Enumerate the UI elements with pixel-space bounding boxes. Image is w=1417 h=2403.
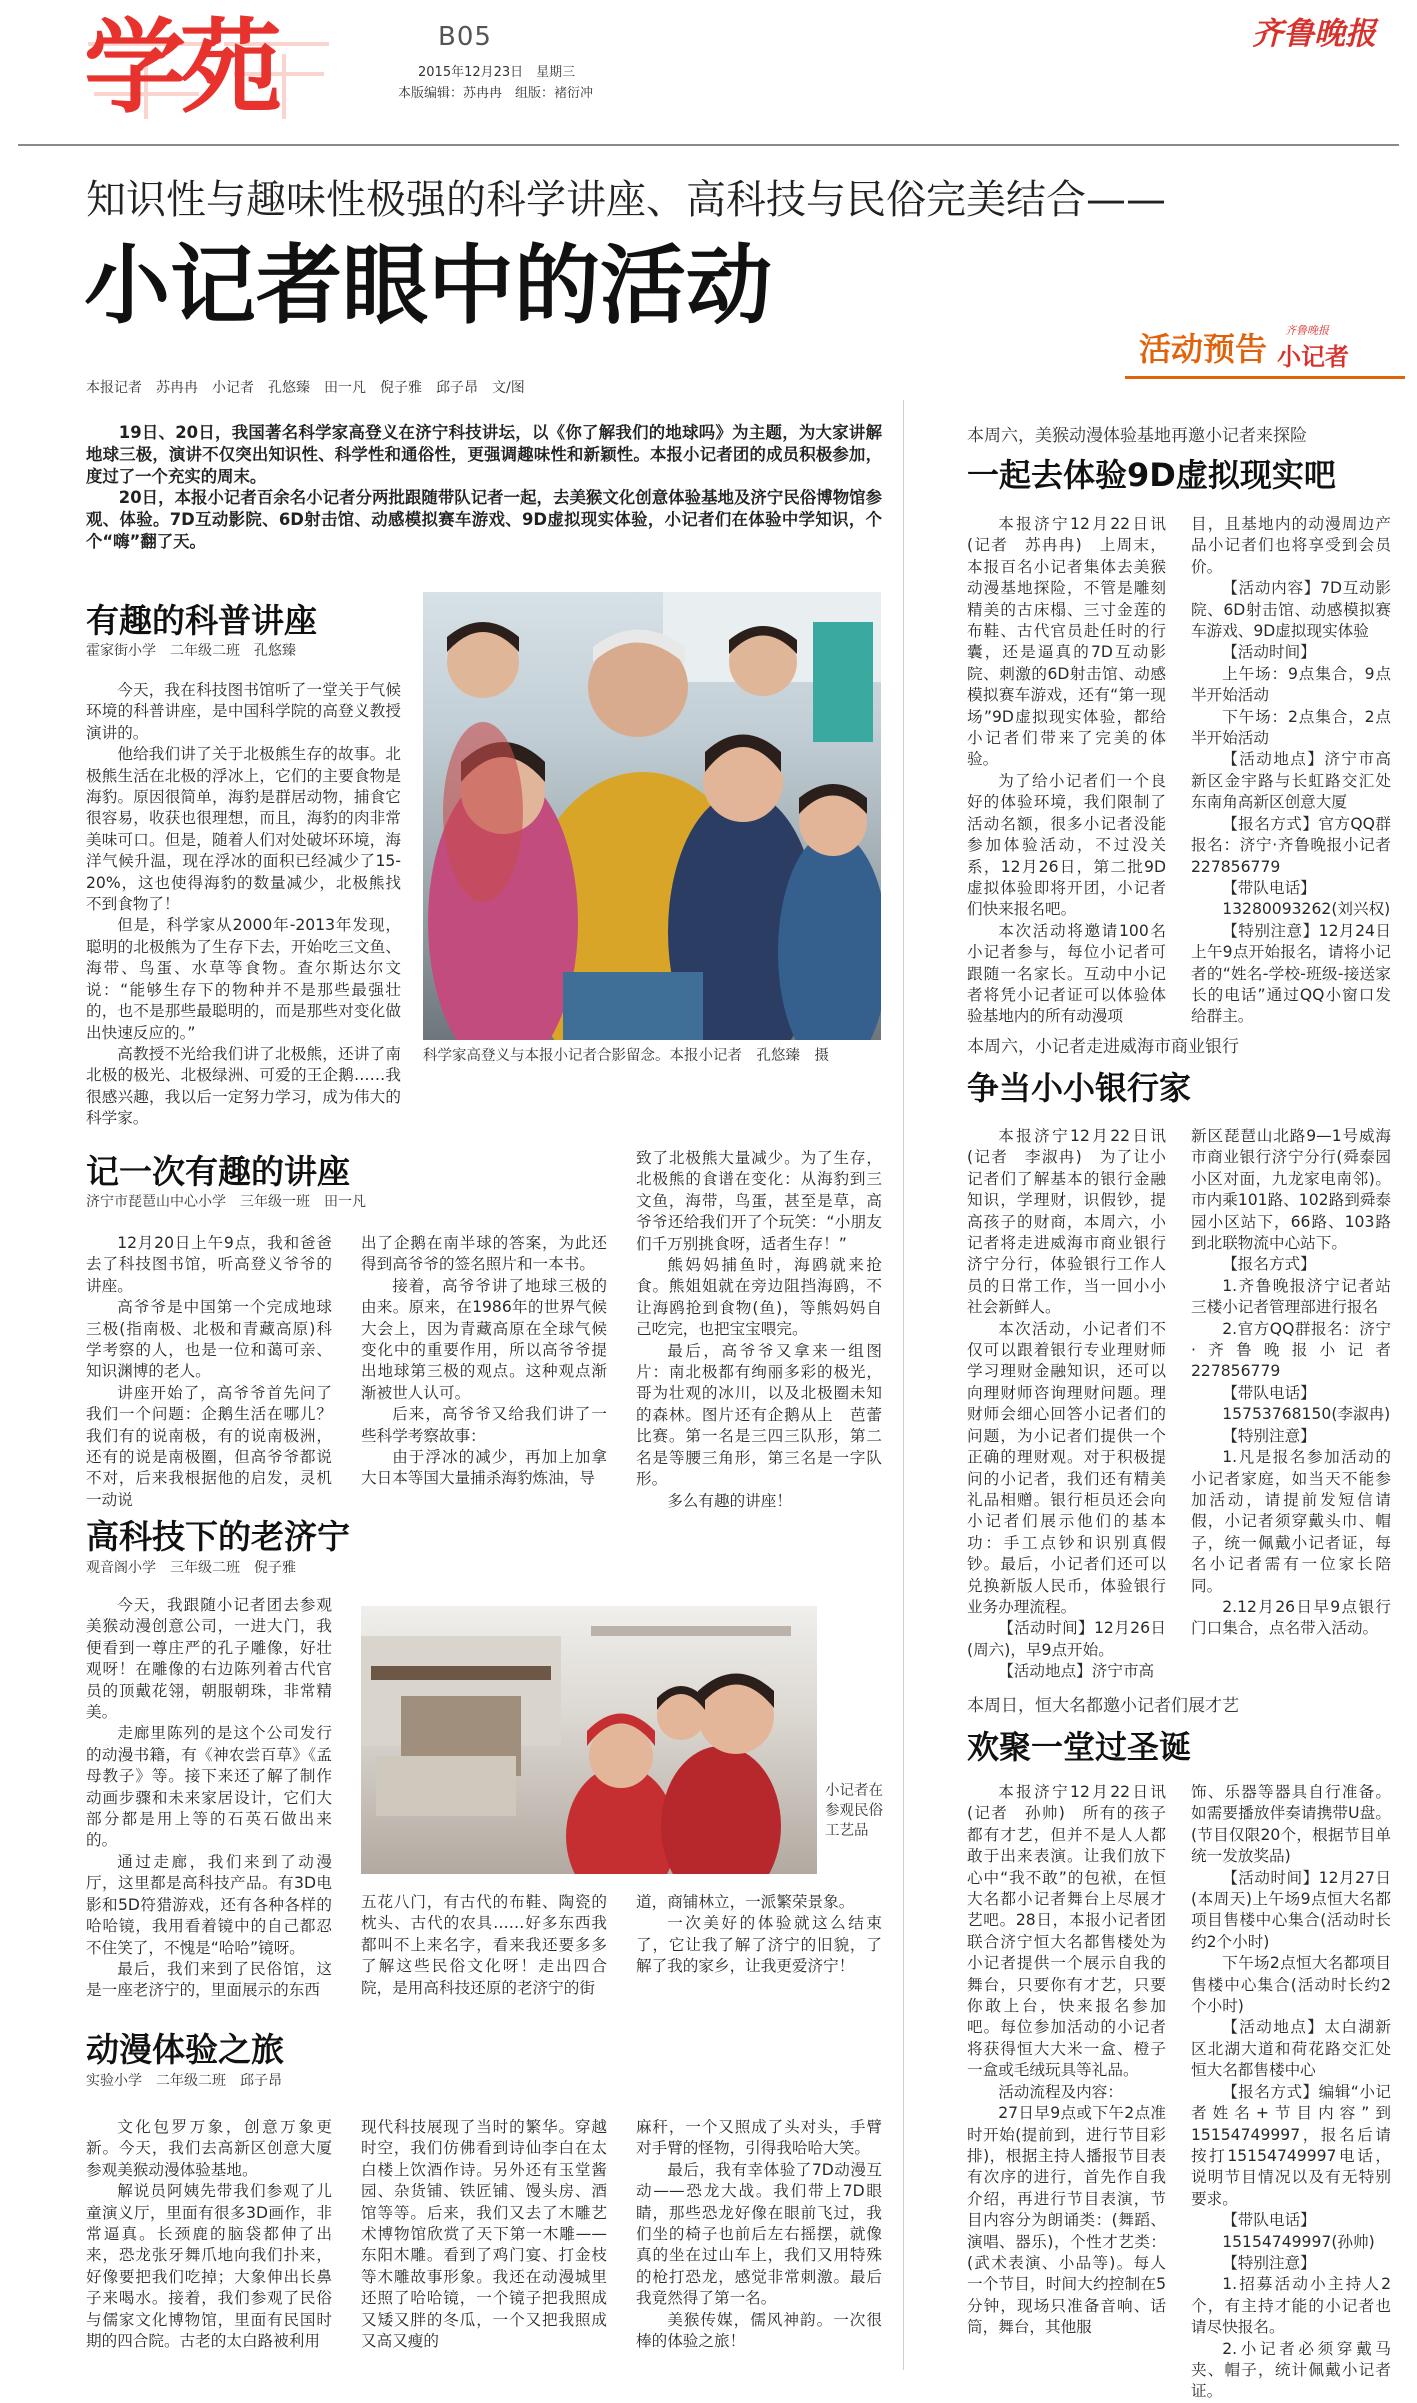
article-byline: 霍家街小学 二年级二班 孔悠臻 [86, 643, 296, 659]
paragraph: 1.凡是报名参加活动的小记者家庭，如当天不能参加活动，请提前发短信请假，小记者须穿戴头巾、帽子，统一佩戴小记者证，每名小记者需有一位家长陪同。 [1191, 1448, 1391, 1595]
paragraph: 最后，高爷爷又拿来一组图片：南北极都有绚丽多彩的极光，哥为壮观的冰川，以及北极圈未知的森林。图片还有企鹅从上 芭蕾比赛。第一名是三四三队形，第二名是等腰三角形，第三名是一字队形。 [636, 1341, 882, 1489]
paragraph: 美猴传媒，儒风神韵。一次很棒的体验之旅！ [636, 2310, 882, 2351]
notice-column [1191, 1126, 1391, 1640]
paragraph: 【活动时间】 [1222, 643, 1316, 662]
photo-folk-museum-visit [361, 1606, 817, 1874]
paragraph: 下午场：2点集合，2点半开始活动 [1191, 707, 1391, 748]
paragraph: 他给我们讲了关于北极熊生存的故事。北极熊生活在北极的浮冰上，它们的主要食物是海豹。原因很简单，海豹是群居动物，捕食它很容易，收获也很理想，而且，海豹的肉非常美味可口。但是，随着人们对处破坏环境，海洋气候升温，现在浮冰的面积已经减少了15-20%，这也使得海豹的数量减少，北极熊找不到食物了！ [86, 745, 401, 914]
paragraph: 道，商铺林立，一派繁荣景象。 [636, 1893, 855, 1911]
paragraph: 【带队电话】 [1222, 878, 1316, 897]
paragraph: 2.小记者必须穿戴马夹、帽子，统计佩戴小记者证。 [1191, 2339, 1391, 2401]
paragraph: 熊妈妈捕鱼时，海鸥就来抢食。熊姐姐就在旁边阻挡海鸥，不让海鸥抢到食物(鱼)，等熊妈妈自己吃完，也把宝宝喂完。 [636, 1256, 882, 1339]
paragraph: 今天，我跟随小记者团去参观美猴动漫创意公司，一进大门，我便看到一尊庄严的孔子雕像，好壮观呀！在雕像的右边陈列着古代官员的顶戴花翎，朝服朝珠，非常精美。 [86, 1596, 332, 1722]
lead-paragraph: 19日、20日，我国著名科学家高登义在济宁科技讲坛，以《你了解我们的地球吗》为主题，为大家讲解地球三极，演讲不仅突出知识性、科学性和通俗性，更强调趣味性和新颖性。本报小记者团的成员积极参加，度过了一个充实的周末。 [86, 423, 882, 486]
article-column [636, 1892, 882, 1978]
paragraph: 高爷爷是中国第一个完成地球三极(指南极、北极和青藏高原)科学考察的人，也是一位和蔼可亲、知识渊博的老人。 [86, 1298, 332, 1381]
page-number: B05 [438, 22, 492, 52]
paragraph: 多么有趣的讲座！ [667, 1491, 792, 1510]
paragraph: 本报济宁12月22日讯(记者 苏冉冉) 上周末，本报百名小记者集体去美猴动漫基地探险，不管是雕刻精美的古床榻、三寸金莲的布鞋、古代官员赴任时的行囊，还是逼真的7D互动影院、刺激的6D射击馆、动感模拟赛车游戏，还有“第一现场”9D虚拟现实体验，都给小记者们带来了完美的体验。 [967, 515, 1166, 769]
notice-kicker: 本周日，恒大名都邀小记者们展才艺 [967, 1696, 1239, 1716]
notice-column [1191, 514, 1391, 1028]
paragraph: 本报济宁12月22日讯(记者 李淑冉) 为了让小记者们了解基本的银行金融知识，学理财，识假钞，提高孩子的财商，本周六，小记者将走进威海市商业银行济宁分行，体验银行工作人员的日常工作，当一回小小社会新鲜人。 [967, 1127, 1166, 1317]
photo-figures [423, 592, 881, 1040]
paragraph: 新区琵琶山北路9—1号威海市商业银行济宁分行(舜泰园小区对面，九龙家电南邻)。市内乘101路、102路到舜泰园小区站下，66路、103路到北联物流中心站下。 [1191, 1127, 1391, 1253]
article-column [636, 2117, 882, 2352]
page-editors: 本版编辑：苏冉冉 组版：褚衍冲 [398, 86, 594, 101]
paragraph: 【报名方式】官方QQ群报名：济宁·齐鲁晚报小记者227856779 [1191, 814, 1391, 876]
paragraph: 现代科技展现了当时的繁华。穿越时空，我们仿佛看到诗仙李白在太白楼上饮酒作诗。另外还有玉堂酱园、杂货铺、铁匠铺、馒头房、酒馆等等。后来，我们又去了木雕艺术博物馆欣赏了天下第一木雕——东阳木雕。看到了鸡门宴、打金枝等木雕故事形象。我还在动漫城里还照了哈哈镜，一个镜子把我照成又矮又胖的冬瓜，一个又把我照成又高又瘦的 [361, 2118, 607, 2351]
paragraph: 2.官方QQ群报名：济宁·齐鲁晚报小记者227856779 [1191, 1319, 1391, 1381]
header-rule [18, 144, 1399, 146]
notice-title: 欢聚一堂过圣诞 [967, 1728, 1192, 1766]
notice-kicker: 本周六，小记者走进威海市商业银行 [967, 1037, 1239, 1057]
paragraph: 饰、乐器等器具自行准备。如需要播放伴奏请携带U盘。(节目仅限20个，根据节目单统一发放奖品) [1191, 1783, 1391, 1866]
paragraph: 最后，我们来到了民俗馆，这是一座老济宁的，里面展示的东西 [86, 1959, 332, 2000]
lead-byline: 本报记者 苏冉冉 小记者 孔悠臻 田一凡 倪子雅 邱子昂 文/图 [86, 380, 525, 396]
lead-intro [86, 422, 882, 553]
article-title: 动漫体验之旅 [86, 2030, 284, 2069]
paragraph: 【活动时间】12月27日(本周天)上午场9点恒大名都项目售楼中心集合(活动时长约2个小时) [1191, 1868, 1391, 1951]
paragraph: 【特别注意】 [1222, 2253, 1316, 2272]
reporter-badge [1279, 320, 1351, 392]
article-title: 高科技下的老济宁 [86, 1517, 350, 1556]
lead-headline: 小记者眼中的活动 [84, 236, 772, 336]
photo-caption: 科学家高登义与本报小记者合影留念。本报小记者 孔悠臻 摄 [423, 1048, 829, 1064]
paragraph: 本报济宁12月22日讯(记者 孙帅) 所有的孩子都有才艺，但并不是人人都敢于出来表演。让我们放下心中“我不敢”的包袱，在恒大名都小记者舞台上尽展才艺吧。28日，本报小记者团联合济宁恒大名都售楼处为小记者提供一个展示自我的舞台，只要你有才艺，只要你敢上台，快来报名参加吧。每位参加活动的小记者将获得恒大大米一盒、橙子一盒或毛绒玩具等礼品。 [967, 1783, 1166, 2080]
article-byline: 观音阁小学 三年级二班 倪子雅 [86, 1560, 296, 1576]
notice-underline [1125, 376, 1405, 379]
paragraph: 文化包罗万象，创意万象更新。今天，我们去高新区创意大厦参观美猴动漫体验基地。 [86, 2118, 332, 2179]
article-byline: 济宁市琵琶山中心小学 三年级一班 田一凡 [86, 1194, 366, 1210]
notice-column [967, 514, 1166, 1028]
photo-figures [361, 1606, 817, 1874]
article-column [86, 2117, 332, 2352]
notice-title: 一起去体验9D虚拟现实吧 [967, 456, 1336, 494]
photo-scientist-with-reporters [423, 592, 881, 1040]
section-logo [84, 9, 336, 128]
paragraph: 【活动时间】12月26日(周六)，早9点开始。 [967, 1619, 1166, 1659]
paragraph: 由于浮冰的减少，再加上加拿大日本等国大量捕杀海豹炼油，导 [361, 1448, 607, 1488]
paragraph: 15154749997(孙帅) [1222, 2232, 1375, 2251]
paragraph: 高教授不光给我们讲了北极熊，还讲了南北极的极光、北极绿洲、可爱的王企鹅……我很感兴趣，我以后一定努力学习，成为伟大的科学家。 [86, 1044, 401, 1128]
article-column [361, 1892, 607, 1999]
notice-column [967, 1782, 1166, 2339]
paragraph: 麻秆，一个又照成了头对头，手臂对手臂的怪物，引得我哈哈大笑。 [636, 2118, 882, 2158]
paragraph: 解说员阿姨先带我们参观了儿童演义厅，里面有很多3D画作，非常逼真。长颈鹿的脑袋都伸了出来，恐龙张牙舞爪地向我们扑来，好像要把我们吃掉；大象伸出长鼻子来喝水。接着，我们参观了民俗与儒家文化博物馆，里面有民国时期的四合院。古老的太白路被利用 [86, 2182, 332, 2351]
article-title: 有趣的科普讲座 [86, 601, 317, 640]
paragraph: 活动流程及内容： [998, 2082, 1123, 2101]
paragraph: 后来，高爷爷又给我们讲了一些科学考察故事： [361, 1405, 607, 1445]
paragraph: 【活动内容】7D互动影院、6D射击馆、动感模拟赛车游戏、9D虚拟现实体验 [1191, 579, 1391, 641]
paragraph: 【报名方式】编辑“小记者姓名+节目内容”到15154749997，报名后请按打15154749997电话，说明节目情况以及有无特别要求。 [1191, 2082, 1391, 2208]
paragraph: 12月20日上午9点，我和爸爸去了科技图书馆，听高登义爷爷的讲座。 [86, 1234, 332, 1295]
paragraph: 【活动地点】济宁市高新区金宇路与长虹路交汇处东南角高新区创意大厦 [1191, 750, 1391, 812]
activity-notice-banner [1115, 320, 1407, 394]
paragraph: 接着，高爷爷讲了地球三极的由来。原来，在1986年的世界气候大会上，因为青藏高原在全球气候变化中的重要作用，所以高爷爷提出地球第三极的观点。这种观点渐渐被世人认可。 [361, 1276, 607, 1402]
issue-date: 2015年12月23日 星期三 [418, 65, 576, 80]
paragraph: 为了给小记者们一个良好的体验环境，我们限制了活动名额，很多小记者没能参加体验活动，不过没关系，12月26日，第二批9D虚拟体验即将开团，小记者们快来报名吧。 [967, 771, 1166, 919]
paragraph: 下午场2点恒大名都项目售楼中心集合(活动时长约2个小时) [1191, 1954, 1391, 2016]
paragraph: 五花八门，有古代的布鞋、陶瓷的枕头、古代的农具……好多东西我都叫不上来名字，看来我还要多多了解这些民俗文化呀！走出四合院，是用高科技还原的老济宁的街 [361, 1893, 607, 1997]
article-column [86, 1233, 332, 1511]
article-title: 记一次有趣的讲座 [86, 1152, 350, 1191]
paragraph: 今天，我在科技图书馆听了一堂关于气候环境的科普讲座，是中国科学院的高登义教授演讲的。 [86, 681, 401, 742]
notice-column [967, 1126, 1166, 1683]
paragraph: 【带队电话】 [1222, 1383, 1316, 1402]
notice-column [1191, 1782, 1391, 2403]
paragraph: 2.12月26日早9点银行门口集合，点名带入活动。 [1191, 1597, 1391, 1638]
paragraph: 【带队电话】 [1222, 2211, 1316, 2230]
article-column [636, 1148, 882, 1512]
article-column [361, 1233, 607, 1490]
paragraph: 【报名方式】 [1222, 1255, 1316, 1274]
lead-kicker: 知识性与趣味性极强的科学讲座、高科技与民俗完美结合—— [86, 177, 1166, 223]
paragraph: 本次活动，小记者们不仅可以跟着银行专业理财师学习理财金融知识，还可以向理财师咨询理财问题。理财师会细心回答小记者们的问题，为小记者们提供一个正确的理财观。对于积极提问的小记者，我们还有精美礼品相赠。银行柜员还会向小记者们展示他们的基本功：手工点钞和识别真假钞。最后，小记者们还可以兑换新版人民币，体验银行业务办理流程。 [967, 1319, 1166, 1616]
article-column [86, 1595, 332, 2002]
paragraph: 1.齐鲁晚报济宁记者站三楼小记者管理部进行报名 [1191, 1276, 1391, 1317]
section-name: 学苑 [84, 9, 276, 128]
sidebar-divider [903, 400, 904, 2370]
paragraph: 【特别注意】12月24日上午9点开始报名，请将小记者的“姓名-学校-班级-接送家长的电话”通过QQ小窗口发给群主。 [1191, 921, 1391, 1026]
paragraph: 通过走廊，我们来到了动漫厅，这里都是高科技产品。有3D电影和5D符猎游戏，还有各种各样的哈哈镜，我用看着镜中的自己都忍不住笑了，不愧是“哈哈”镜呀。 [86, 1852, 332, 1957]
activity-notice-label: 活动预告 [1139, 330, 1268, 368]
paragraph: 本次活动将邀请100名小记者参与，每位小记者可跟随一名家长。互动中小记者将凭小记者证可以体验体验基地内的所有动漫项 [967, 921, 1166, 1026]
paragraph: 但是，科学家从2000年-2013年发现，聪明的北极熊为了生存下去，开始吃三文鱼、海带、鸟蛋、水草等食物。查尔斯达尔文说：“能够生存下的物种并不是那些最强壮的，也不是那些最聪明的，而是那些对变化做出快速反应的。” [86, 916, 401, 1042]
lead-paragraph: 20日，本报小记者百余名小记者分两批跟随带队记者一起，去美猴文化创意体验基地及济宁民俗博物馆参观、体验。7D互动影院、6D射击馆、动感模拟赛车游戏、9D虚拟现实体验，小记者们在体验中学知识，个个“嗨”翻了天。 [86, 488, 882, 551]
paragraph: 最后，我有幸体验了7D动漫互动——恐龙大战。我们带上7D眼睛，那些恐龙好像在眼前飞过，我们坐的椅子也前后左右摇摆，就像真的坐在过山车上，我们又用特殊的枪打恐龙，感觉非常刺激。最后我竟然得了第一名。 [636, 2160, 882, 2308]
paragraph: 15753768150(李淑冉) [1222, 1405, 1391, 1424]
article-byline: 实验小学 二年级二班 邱子昂 [86, 2073, 282, 2089]
paragraph: 【特别注意】 [1222, 1426, 1316, 1445]
photo-caption: 小记者在参观民俗工艺品 [825, 1783, 883, 1839]
paragraph: 出了企鹅在南半球的答案，为此还得到高爷爷的签名照片和一本书。 [361, 1234, 607, 1274]
paragraph: 致了北极熊大量减少。为了生存，北极熊的食谱在变化：从海豹到三文鱼，海带，鸟蛋，甚至是草，高爷爷还给我们开了个玩笑：“小朋友们千万别挑食呀，适者生存！” [636, 1149, 882, 1253]
notice-title: 争当小小银行家 [967, 1069, 1192, 1107]
paragraph: 【活动地点】济宁市高 [998, 1662, 1155, 1681]
paragraph: 1.招募活动小主持人2个，有主持才能的小记者也请尽快报名。 [1191, 2275, 1391, 2337]
paragraph: 27日早9点或下午2点准时开始(提前到，进行节目彩排)，根据主持人播报节目表有次序的进行，首先作自我介绍，再进行节目表演，节目内容分为朗诵类：(舞蹈、演唱、器乐)，个性才艺类：(武术表演、小品等)。每人一个节目，时间大约控制在5分钟，现场只准备音响、话筒，舞台，其他服 [967, 2104, 1166, 2337]
paragraph: 目，且基地内的动漫周边产品小记者们也将享受到会员价。 [1191, 515, 1391, 576]
notice-kicker: 本周六，美猴动漫体验基地再邀小记者来探险 [967, 426, 1307, 446]
paragraph: 上午场：9点集合，9点半开始活动 [1191, 664, 1391, 705]
paragraph: 走廊里陈列的是这个公司发行的动漫书籍，有《神农尝百草》《孟母教子》等。接下来还了解了制作动画步骤和未来家居设计，它们大部分都是用上等的石英石做出来的。 [86, 1724, 332, 1850]
brand-logo: 齐鲁晚报 [1252, 16, 1376, 52]
paragraph: 【活动地点】太白湖新区北湖大道和荷花路交汇处恒大名都售楼中心 [1191, 2018, 1391, 2080]
paragraph: 讲座开始了，高爷爷首先问了我们一个问题：企鹅生活在哪儿？我们有的说南极，有的说南极洲，还有的说是南极圈，但高爷爷都说不对，后来我根据他的启发，灵机一动说 [86, 1383, 332, 1509]
badge-label: 小记者 [1277, 343, 1349, 371]
paragraph: 13280093262(刘兴权) [1222, 900, 1391, 919]
article-body [86, 680, 401, 1130]
badge-brand: 齐鲁晚报 [1285, 324, 1329, 337]
article-column [361, 2117, 607, 2352]
paragraph: 一次美好的体验就这么结束了，它让我了解了济宁的旧貌，了解了我的家乡，让我更爱济宁！ [636, 1914, 882, 1976]
